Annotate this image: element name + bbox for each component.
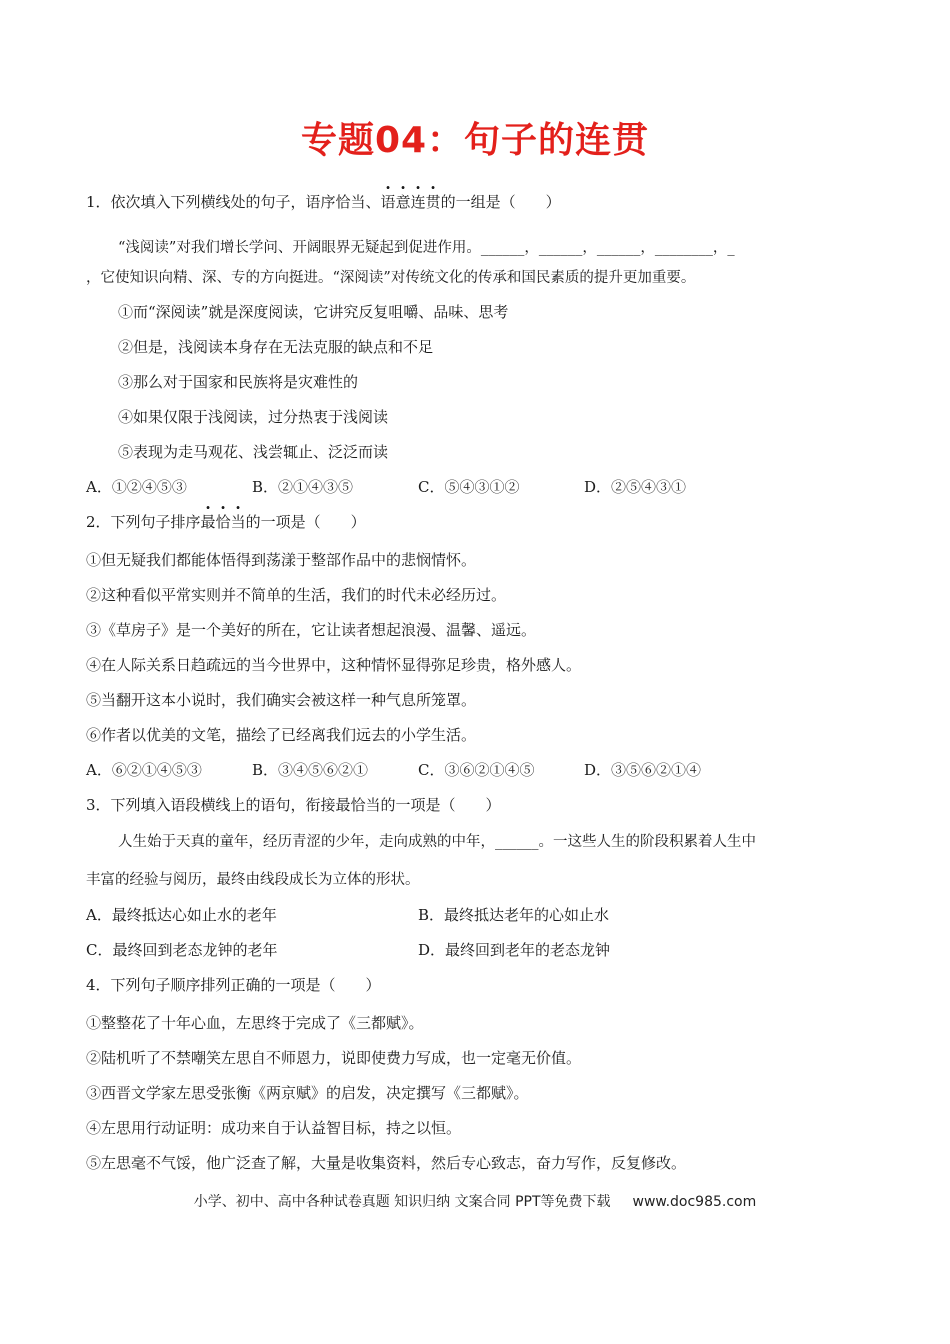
q3-option-c[interactable]: C．最终回到老态龙钟的老年 (86, 941, 278, 959)
q1-stem (86, 192, 561, 212)
emphasis-char: 意 (395, 193, 411, 211)
q2-item: ③《草房子》是一个美好的所在，它让读者想起浪漫、温馨、遥远。 (86, 621, 537, 639)
q1-item: ①而“深阅读”就是深度阅读，它讲究反复咀嚼、品味、思考 (118, 303, 509, 321)
footer-link[interactable]: www.doc985.com (632, 1194, 757, 1210)
q1-passage-line-2: ，它使知识向精、深、专的方向挺进。“深阅读”对传统文化的传承和国民素质的提升更加重要。 (86, 270, 696, 286)
q4-item: ①整整花了十年心血，左思终于完成了《三都赋》。 (86, 1014, 424, 1032)
q3-passage-line-2: 丰富的经验与阅历，最终由线段成长为立体的形状。 (86, 872, 420, 888)
q2-option-a[interactable]: A．⑥②①④⑤③ (86, 761, 202, 779)
emphasis-char: 最 (200, 513, 216, 531)
q2-item: ⑥作者以优美的文笔，描绘了已经离我们远去的小学生活。 (86, 726, 477, 744)
q1-option-d[interactable]: D．②⑤④③① (584, 478, 687, 496)
q1-item: ③那么对于国家和民族将是灾难性的 (118, 373, 359, 391)
q2-stem-pre: 2．下列句子排序 (86, 513, 201, 531)
q1-item: ⑤表现为走马观花、浅尝辄止、泛泛而读 (118, 443, 389, 461)
emphasis-char: 贯 (425, 193, 441, 211)
q2-item: ⑤当翻开这本小说时，我们确实会被这样一种气息所笼罩。 (86, 691, 477, 709)
q2-item: ①但无疑我们都能体悟得到荡漾于整部作品中的悲悯情怀。 (86, 551, 477, 569)
q4-stem: 4．下列句子顺序排列正确的一项是（ ） (86, 976, 381, 994)
q2-stem-post: 的一项是（ ） (245, 513, 366, 531)
q1-passage-line-1: “浅阅读”对我们增长学问、开阔眼界无疑起到促进作用。______，______，______，________，_ (118, 240, 735, 256)
q4-item: ④左思用行动证明：成功来自于认益智目标，持之以恒。 (86, 1119, 462, 1137)
q2-item: ④在人际关系日趋疏远的当今世界中，这种情怀显得弥足珍贵，格外感人。 (86, 656, 582, 674)
q1-option-c[interactable]: C．⑤④③①② (418, 478, 520, 496)
q1-item: ②但是，浅阅读本身存在无法克服的缺点和不足 (118, 338, 434, 356)
q3-option-b[interactable]: B．最终抵达老年的心如止水 (418, 906, 610, 924)
q1-item: ④如果仅限于浅阅读，过分热衷于浅阅读 (118, 408, 389, 426)
q3-stem: 3．下列填入语段横线上的语句，衔接最恰当的一项是（ ） (86, 796, 501, 814)
q2-option-d[interactable]: D．③⑤⑥②①④ (584, 761, 702, 779)
q1-stem-pre: 1．依次填入下列横线处的句子，语序恰当、 (86, 193, 381, 211)
footer-text: 小学、初中、高中各种试卷真题 知识归纳 文案合同 PPT等免费下载 (193, 1194, 611, 1210)
q2-option-c[interactable]: C．③⑥②①④⑤ (418, 761, 535, 779)
page-footer (0, 1191, 950, 1211)
q1-stem-post: 的一组是（ ） (440, 193, 561, 211)
q1-option-a[interactable]: A．①②④⑤③ (86, 478, 187, 496)
q2-option-b[interactable]: B．③④⑤⑥②① (252, 761, 369, 779)
q1-option-b[interactable]: B．②①④③⑤ (252, 478, 354, 496)
q3-option-d[interactable]: D．最终回到老年的老态龙钟 (418, 941, 611, 959)
q2-item: ②这种看似平常实则并不简单的生活，我们的时代未必经历过。 (86, 586, 507, 604)
q4-item: ⑤左思毫不气馁，他广泛查了解，大量是收集资料，然后专心致志，奋力写作，反复修改。 (86, 1154, 687, 1172)
emphasis-char: 语 (380, 193, 396, 211)
q4-item: ②陆机听了不禁嘲笑左思自不师恩力，说即使费力写成，也一定毫无价值。 (86, 1049, 582, 1067)
emphasis-char: 当 (230, 513, 246, 531)
emphasis-char: 连 (410, 193, 426, 211)
q3-passage-line-1: 人生始于天真的童年，经历青涩的少年，走向成熟的中年，______。一这些人生的阶段积累着人生中 (118, 834, 756, 850)
q4-item: ③西晋文学家左思受张衡《两京赋》的启发，决定撰写《三都赋》。 (86, 1084, 529, 1102)
q3-option-a[interactable]: A．最终抵达心如止水的老年 (86, 906, 277, 924)
page-title: 专题04：句子的连贯 (300, 120, 650, 161)
q2-stem (86, 512, 366, 532)
emphasis-char: 恰 (215, 513, 231, 531)
